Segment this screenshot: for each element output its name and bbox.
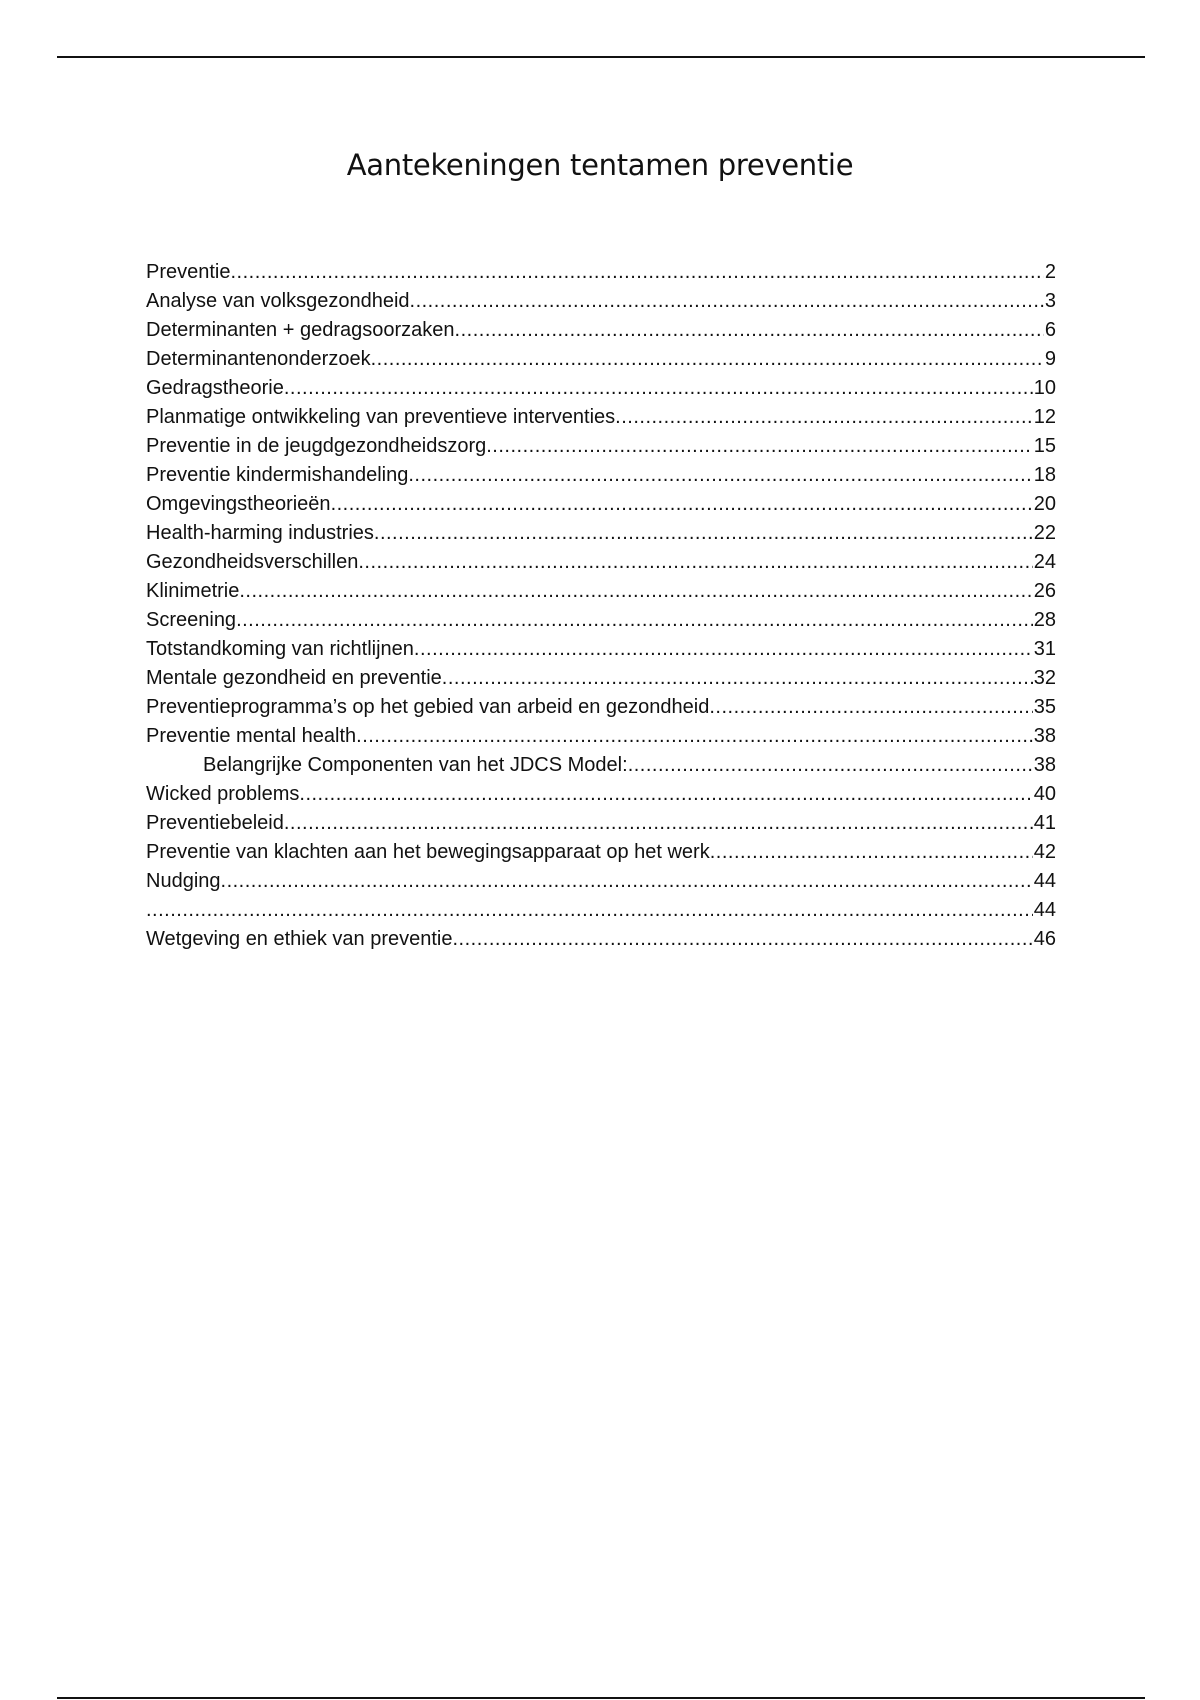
toc-entry-label: Totstandkoming van richtlijnen	[146, 638, 414, 660]
toc-entry[interactable]	[146, 258, 1056, 287]
toc-entry[interactable]	[146, 867, 1056, 896]
toc-entry-page-number: 24	[1033, 551, 1056, 573]
toc-entry-label: Preventie kindermishandeling	[146, 464, 409, 486]
toc-entry[interactable]	[146, 490, 1056, 519]
toc-entry[interactable]	[146, 635, 1056, 664]
toc-entry-label: Preventiebeleid	[146, 812, 284, 834]
toc-entry-page-number: 18	[1033, 464, 1056, 486]
toc-entry[interactable]	[146, 461, 1056, 490]
toc-dot-leader	[442, 664, 1033, 693]
toc-dot-leader	[408, 461, 1032, 490]
toc-entry-page-number: 20	[1033, 493, 1056, 515]
toc-entry[interactable]	[146, 809, 1056, 838]
toc-entry-label: Mentale gezondheid en preventie	[146, 667, 442, 689]
toc-entry-label: Preventie van klachten aan het bewegingsapparaat op het werk	[146, 841, 710, 863]
toc-entry[interactable]	[146, 722, 1056, 751]
toc-entry-label: Preventieprogramma’s op het gebied van arbeid en gezondheid	[146, 696, 710, 718]
toc-entry-label: Klinimetrie	[146, 580, 240, 602]
toc-entry[interactable]	[146, 345, 1056, 374]
toc-dot-leader	[356, 722, 1033, 751]
toc-entry[interactable]	[146, 316, 1056, 345]
toc-dot-leader	[371, 345, 1044, 374]
toc-entry-page-number: 3	[1044, 290, 1056, 312]
toc-entry-page-number: 10	[1033, 377, 1056, 399]
toc-entry[interactable]	[146, 403, 1056, 432]
toc-entry-label: Gedragstheorie	[146, 377, 284, 399]
toc-entry-label: Analyse van volksgezondheid	[146, 290, 410, 312]
toc-entry-page-number: 26	[1033, 580, 1056, 602]
document-title: Aantekeningen tentamen preventie	[346, 148, 854, 182]
toc-entry-page-number: 44	[1033, 870, 1056, 892]
toc-entry-page-number: 40	[1033, 783, 1056, 805]
toc-entry-page-number: 32	[1033, 667, 1056, 689]
header-rule	[57, 56, 1145, 58]
toc-entry[interactable]	[146, 896, 1056, 925]
toc-entry-page-number: 41	[1033, 812, 1056, 834]
toc-entry-label: Wicked problems	[146, 783, 300, 805]
toc-entry-page-number: 38	[1033, 754, 1056, 776]
toc-entry-page-number: 44	[1033, 899, 1056, 921]
toc-entry-label: Gezondheidsverschillen	[146, 551, 359, 573]
toc-entry-label: Health-harming industries	[146, 522, 374, 544]
toc-entry[interactable]	[146, 606, 1056, 635]
toc-entry-page-number: 15	[1033, 435, 1056, 457]
toc-entry[interactable]	[146, 577, 1056, 606]
toc-dot-leader	[374, 519, 1033, 548]
toc-entry-label: Determinantenonderzoek	[146, 348, 371, 370]
toc-dot-leader	[331, 490, 1033, 519]
toc-entry[interactable]	[146, 519, 1056, 548]
toc-entry-label: Preventie mental health	[146, 725, 357, 747]
toc-dot-leader	[486, 432, 1033, 461]
toc-entry-page-number: 42	[1033, 841, 1056, 863]
toc-entry-page-number: 22	[1033, 522, 1056, 544]
toc-entry-label: Screening	[146, 609, 237, 631]
toc-entry-page-number: 38	[1033, 725, 1056, 747]
toc-dot-leader	[236, 606, 1033, 635]
toc-entry-label: Preventie in de jeugdgezondheidszorg	[146, 435, 487, 457]
toc-entry-page-number: 2	[1044, 261, 1056, 283]
toc-dot-leader	[239, 577, 1032, 606]
toc-entry-label: Belangrijke Componenten van het JDCS Model:	[203, 754, 628, 776]
toc-dot-leader	[299, 780, 1032, 809]
toc-entry-page-number: 46	[1033, 928, 1056, 950]
toc-entry[interactable]	[146, 780, 1056, 809]
toc-dot-leader	[231, 258, 1044, 287]
toc-dot-leader	[628, 751, 1033, 780]
toc-entry[interactable]	[146, 693, 1056, 722]
toc-entry-page-number: 31	[1033, 638, 1056, 660]
toc-entry-label: Planmatige ontwikkeling van preventieve interventies	[146, 406, 616, 428]
toc-entry-label: Wetgeving en ethiek van preventie	[146, 928, 453, 950]
toc-dot-leader	[414, 635, 1033, 664]
toc-dot-leader	[410, 287, 1044, 316]
toc-dot-leader	[284, 809, 1033, 838]
toc-entry[interactable]	[146, 548, 1056, 577]
toc-entry-label: Preventie	[146, 261, 231, 283]
toc-dot-leader	[709, 693, 1032, 722]
toc-entry-page-number: 9	[1044, 348, 1056, 370]
toc-entry-label: Nudging	[146, 870, 221, 892]
toc-entry[interactable]	[146, 925, 1056, 954]
toc-dot-leader	[146, 896, 1033, 925]
toc-entry-label: Omgevingstheorieën	[146, 493, 331, 515]
toc-entry-label: Determinanten + gedragsoorzaken	[146, 319, 455, 341]
toc-entry[interactable]	[146, 374, 1056, 403]
toc-dot-leader	[358, 548, 1032, 577]
toc-entry-page-number: 6	[1044, 319, 1056, 341]
table-of-contents	[146, 258, 1056, 954]
toc-entry-page-number: 35	[1033, 696, 1056, 718]
toc-dot-leader	[710, 838, 1033, 867]
toc-entry-page-number: 28	[1033, 609, 1056, 631]
toc-dot-leader	[453, 925, 1033, 954]
toc-entry[interactable]	[146, 287, 1056, 316]
toc-entry[interactable]	[146, 838, 1056, 867]
toc-entry-page-number: 12	[1033, 406, 1056, 428]
toc-dot-leader	[615, 403, 1033, 432]
toc-entry[interactable]	[146, 664, 1056, 693]
toc-entry[interactable]	[146, 751, 1056, 780]
toc-dot-leader	[284, 374, 1033, 403]
footer-rule	[57, 1697, 1145, 1699]
toc-dot-leader	[221, 867, 1033, 896]
toc-dot-leader	[455, 316, 1044, 345]
toc-entry[interactable]	[146, 432, 1056, 461]
